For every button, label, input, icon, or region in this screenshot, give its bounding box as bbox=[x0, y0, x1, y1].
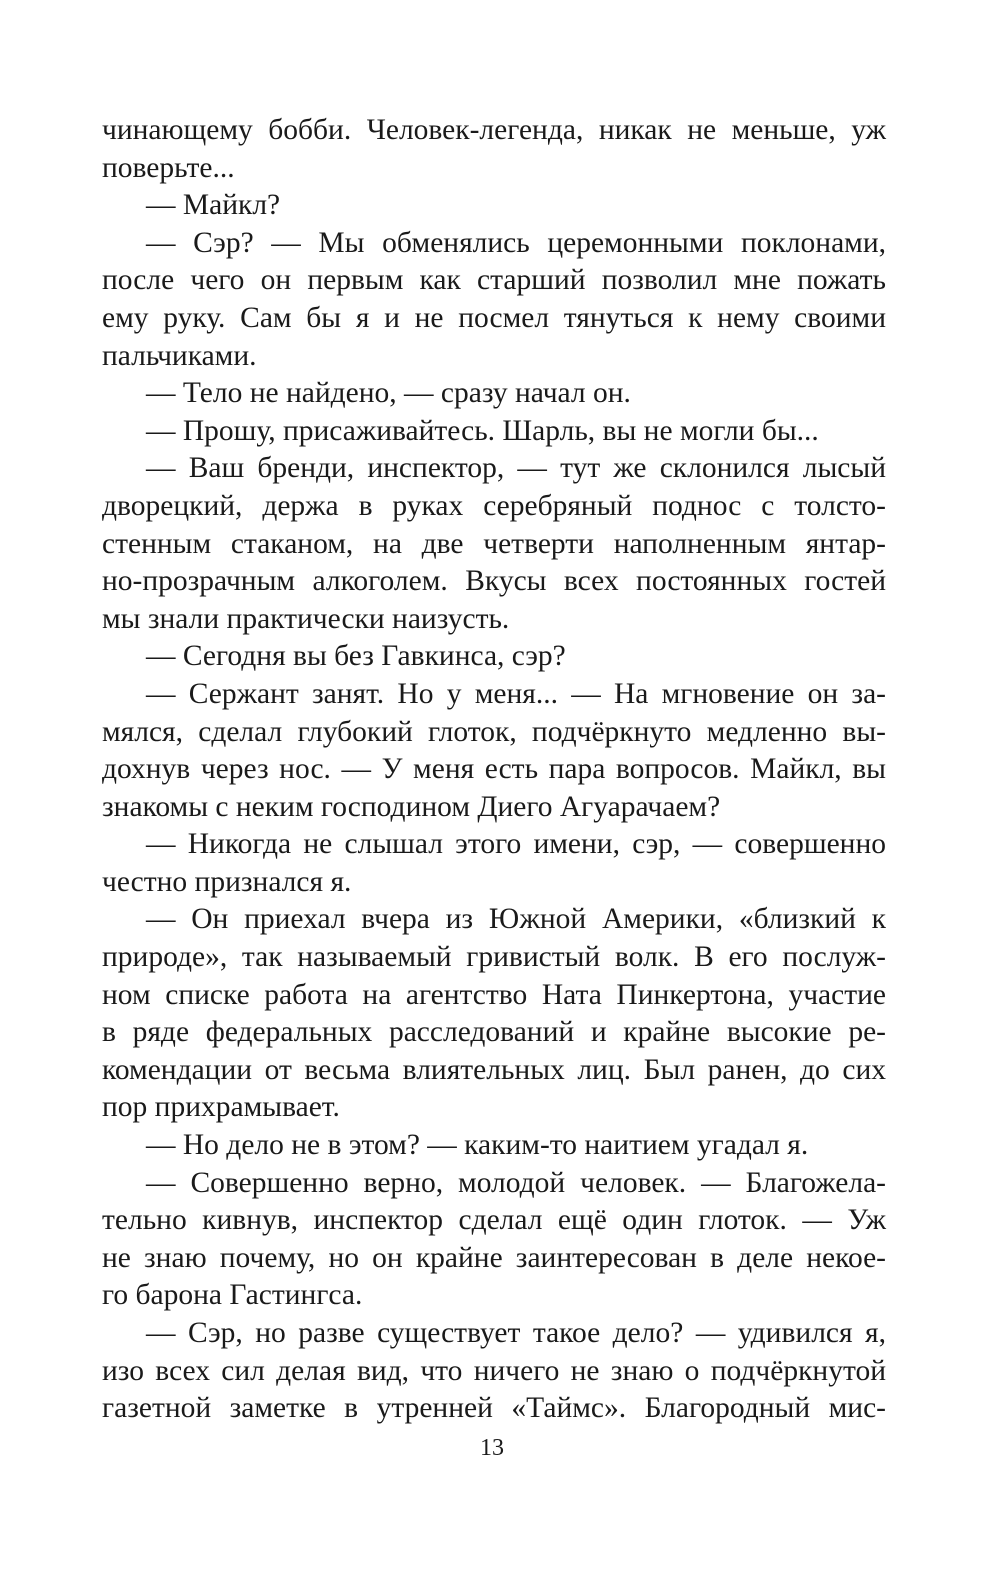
text-line: в ряде федеральных расследований и крайне высокие ре- bbox=[102, 1016, 886, 1049]
text-line: газетной заметке в утренней «Таймс». Благородный мис- bbox=[102, 1392, 886, 1425]
text-line: после чего он первым как старший позволил мне пожать bbox=[102, 264, 886, 297]
text-line: комендации от весьма влиятельных лиц. Был ранен, до сих bbox=[102, 1053, 886, 1086]
text-line: чинающему бобби. Человек-легенда, никак не меньше, уж bbox=[102, 114, 886, 146]
text-line: пор прихрамывает. bbox=[102, 1091, 340, 1124]
text-line: го барона Гастингса. bbox=[102, 1279, 363, 1312]
text-line: ему руку. Сам бы я и не посмел тянуться к нему своими bbox=[102, 301, 886, 334]
text-line: ном списке работа на агентство Ната Пинкертона, участие bbox=[102, 978, 886, 1011]
text-line: — Совершенно верно, молодой человек. — Благожела- bbox=[146, 1166, 886, 1199]
text-line: — Прошу, присаживайтесь. Шарль, вы не могли бы... bbox=[146, 414, 819, 447]
text-line: поверьте... bbox=[102, 151, 235, 184]
text-line: — Сержант занят. Но у меня... — На мгновение он за- bbox=[146, 677, 886, 710]
text-line: — Никогда не слышал этого имени, сэр, — совершенно bbox=[146, 828, 886, 861]
text-line: стенным стаканом, на две четверти наполненным янтар- bbox=[102, 527, 886, 560]
text-line: — Майкл? bbox=[146, 189, 281, 222]
text-line: — Сэр, но разве существует такое дело? — удивился я, bbox=[146, 1317, 886, 1349]
text-line: — Ваш бренди, инспектор, — тут же склонился лысый bbox=[146, 452, 886, 485]
text-line: не знаю почему, но он крайне заинтересован в деле некое- bbox=[102, 1241, 886, 1274]
text-line: но-прозрачным алкоголем. Вкусы всех постоянных гостей bbox=[102, 565, 886, 598]
text-line: честно признался я. bbox=[102, 865, 352, 898]
text-line: пальчиками. bbox=[102, 339, 257, 372]
text-line: — Сегодня вы без Гавкинса, сэр? bbox=[146, 640, 566, 673]
text-line: — Сэр? — Мы обменялись церемонными поклонами, bbox=[146, 226, 886, 259]
text-line: — Он приехал вчера из Южной Америки, «близкий к bbox=[146, 903, 886, 936]
text-line: — Но дело не в этом? — каким-то наитием угадал я. bbox=[146, 1129, 809, 1162]
text-line: мы знали практически наизусть. bbox=[102, 602, 510, 635]
text-line: тельно кивнув, инспектор сделал ещё один глоток. — Уж bbox=[102, 1204, 886, 1237]
text-line: — Тело не найдено, — сразу начал он. bbox=[146, 377, 631, 410]
text-line: мялся, сделал глубокий глоток, подчёркнуто медленно вы- bbox=[102, 715, 886, 748]
text-line: знакомы с неким господином Диего Агуарачаем? bbox=[102, 790, 721, 823]
text-line: дохнув через нос. — У меня есть пара вопросов. Майкл, вы bbox=[102, 753, 886, 786]
text-line: дворецкий, держа в руках серебряный поднос с толсто- bbox=[102, 489, 886, 522]
book-page-text bbox=[102, 112, 886, 1428]
page-number: 13 bbox=[480, 1435, 504, 1461]
text-line: изо всех сил делая вид, что ничего не знаю о подчёркнутой bbox=[102, 1354, 886, 1387]
text-line: природе», так называемый гривистый волк. В его послуж- bbox=[102, 941, 886, 974]
